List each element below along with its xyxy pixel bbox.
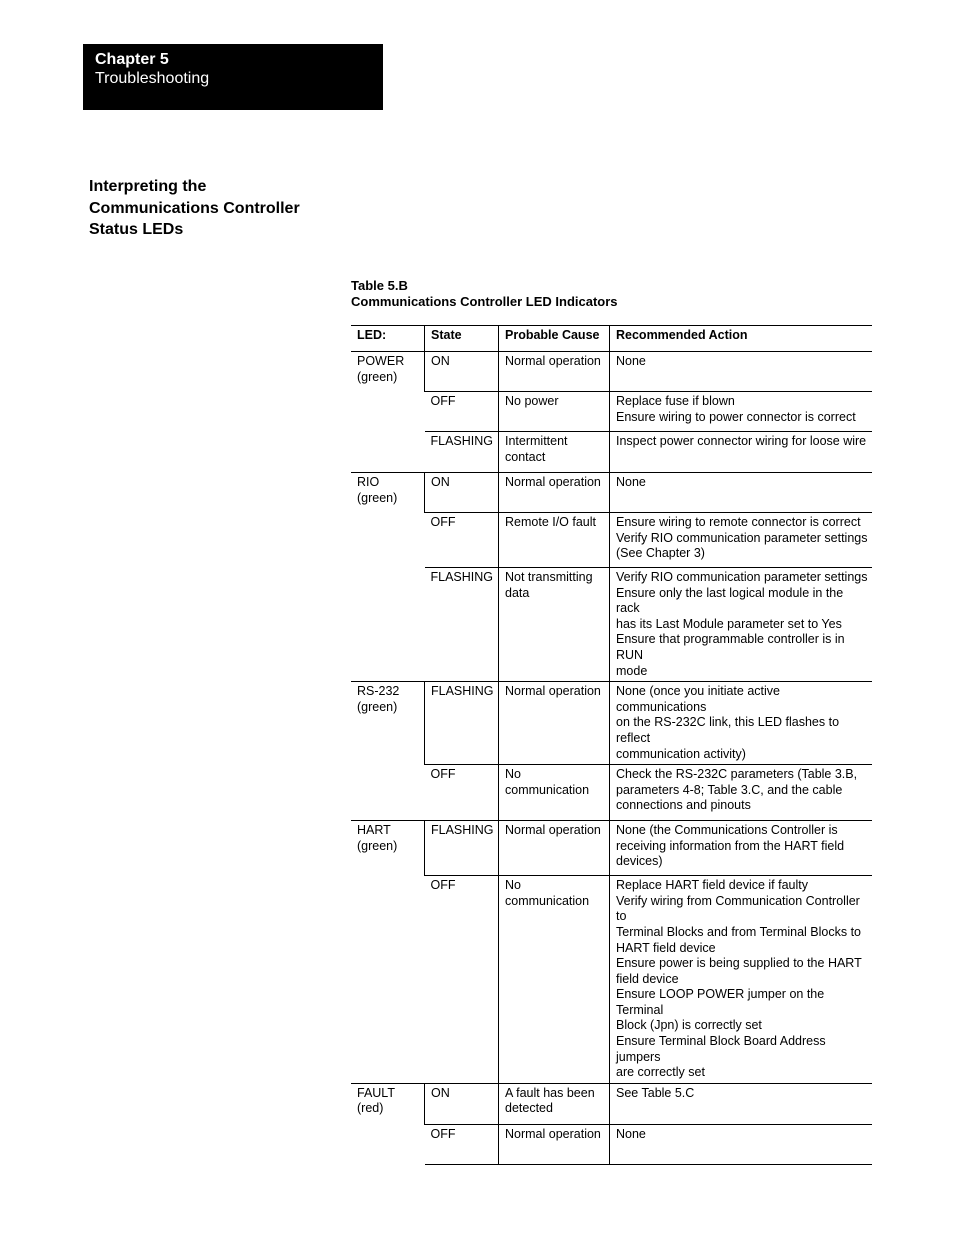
probable-cause-cell: A fault has been detected [499, 1083, 610, 1124]
recommended-action-line: connections and pinouts [616, 798, 751, 813]
state-cell: OFF [425, 876, 499, 1084]
recommended-action-line: Ensure wiring to remote connector is correct [616, 515, 861, 529]
recommended-action-line: Check the RS-232C parameters (Table 3.B, [616, 767, 858, 782]
led-name: RS-232 [357, 684, 400, 699]
recommended-action-cell [610, 876, 873, 1084]
led-indicator-table [351, 325, 872, 1165]
recommended-action-line: parameters 4-8; Table 3.C, and the cable [616, 782, 843, 797]
led-name-cell [351, 1083, 425, 1164]
led-name: (green) [357, 369, 398, 384]
recommended-action-cell [610, 568, 873, 682]
recommended-action-cell [610, 1124, 873, 1164]
recommended-action-line: (See Chapter 3) [616, 546, 705, 561]
led-name: POWER [357, 354, 405, 368]
recommended-action-line: Block (Jpn) is correctly set [616, 1018, 762, 1033]
led-name-cell [351, 682, 425, 821]
table-row [351, 1124, 872, 1164]
section-heading [89, 176, 329, 241]
section-heading-line: Status LEDs [89, 221, 184, 238]
recommended-action-line: Verify wiring from Communication Controller to [616, 893, 860, 924]
led-name: (green) [357, 838, 398, 853]
recommended-action-line: devices) [616, 854, 663, 869]
table-number: Table 5.B [351, 278, 408, 293]
section-heading-line: Communications Controller [89, 199, 300, 217]
probable-cause-cell: Normal operation [499, 352, 610, 392]
probable-cause-cell: No power [499, 392, 610, 432]
state-cell: OFF [425, 392, 499, 432]
column-header-cause: Probable Cause [499, 326, 610, 352]
state-cell: ON [425, 473, 499, 513]
led-name: RIO [357, 475, 380, 489]
recommended-action-line: None (the Communications Controller is [616, 823, 838, 838]
recommended-action-line: field device [616, 971, 679, 986]
recommended-action-line: Replace fuse if blown [616, 394, 735, 408]
recommended-action-line: Ensure LOOP POWER jumper on the Terminal [616, 987, 825, 1017]
recommended-action-line: Ensure power is being supplied to the HART [616, 956, 862, 971]
led-name: FAULT [357, 1085, 395, 1100]
table-body [351, 352, 872, 1165]
recommended-action-line: None (once you initiate active communications [616, 684, 780, 714]
recommended-action-line: Ensure that programmable controller is in RUN [616, 632, 845, 662]
recommended-action-line: See Table 5.C [616, 1085, 695, 1100]
led-name: (green) [357, 699, 398, 714]
probable-cause-cell: Intermittent contact [499, 432, 610, 473]
recommended-action-line: Verify RIO communication parameter settings [616, 570, 868, 584]
probable-cause-cell: Normal operation [499, 821, 610, 876]
led-name: HART [357, 823, 391, 838]
recommended-action-line: None [616, 354, 646, 368]
chapter-number: Chapter 5 [95, 51, 169, 68]
column-header-state: State [425, 326, 499, 352]
probable-cause-cell: No communication [499, 765, 610, 821]
recommended-action-cell [610, 473, 873, 513]
probable-cause-cell: Remote I/O fault [499, 513, 610, 568]
recommended-action-line: Ensure only the last logical module in the rack [616, 585, 844, 616]
led-name-cell [351, 473, 425, 682]
table-row [351, 568, 872, 682]
recommended-action-line: mode [616, 663, 648, 678]
table-row [351, 821, 872, 876]
led-name-cell [351, 352, 425, 473]
recommended-action-cell [610, 352, 873, 392]
table-row [351, 682, 872, 765]
table-row [351, 432, 872, 473]
column-header-action: Recommended Action [610, 326, 873, 352]
section-heading-line: Interpreting the [89, 178, 207, 195]
table-row [351, 513, 872, 568]
state-cell: FLASHING [425, 432, 499, 473]
recommended-action-cell [610, 432, 873, 473]
chapter-title: Troubleshooting [95, 70, 210, 87]
recommended-action-line: None [616, 1126, 646, 1141]
table-row [351, 352, 872, 392]
state-cell: ON [425, 1083, 499, 1124]
state-cell: OFF [425, 1124, 499, 1164]
probable-cause-cell: Normal operation [499, 1124, 610, 1164]
recommended-action-line: has its Last Module parameter set to Yes [616, 616, 842, 631]
recommended-action-line: Replace HART field device if faulty [616, 878, 808, 893]
led-name: (red) [357, 1101, 384, 1116]
state-cell: FLASHING [425, 821, 499, 876]
recommended-action-line: Terminal Blocks and from Terminal Blocks to [616, 924, 861, 939]
column-header-led: LED: [351, 326, 425, 352]
recommended-action-line: Inspect power connector wiring for loose wire [616, 434, 867, 448]
recommended-action-line: None [616, 475, 646, 489]
recommended-action-cell [610, 682, 873, 765]
recommended-action-line: Verify RIO communication parameter settings [616, 530, 868, 545]
state-cell: FLASHING [425, 682, 499, 765]
state-cell: OFF [425, 765, 499, 821]
probable-cause-cell: Normal operation [499, 473, 610, 513]
table-row [351, 1083, 872, 1124]
probable-cause-cell: Not transmitting data [499, 568, 610, 682]
state-cell: OFF [425, 513, 499, 568]
recommended-action-line: Ensure wiring to power connector is correct [616, 409, 856, 424]
recommended-action-cell [610, 821, 873, 876]
probable-cause-cell: No communication [499, 876, 610, 1084]
recommended-action-line: receiving information from the HART field [616, 838, 845, 853]
table-row [351, 473, 872, 513]
table-title: Communications Controller LED Indicators [351, 294, 618, 309]
recommended-action-cell [610, 1083, 873, 1124]
recommended-action-cell [610, 392, 873, 432]
chapter-header [83, 44, 383, 110]
state-cell: ON [425, 352, 499, 392]
recommended-action-line: communication activity) [616, 746, 746, 761]
table-row [351, 765, 872, 821]
recommended-action-line: Ensure Terminal Block Board Address jumpers [616, 1034, 826, 1064]
table-header-row [351, 326, 872, 352]
recommended-action-line: are correctly set [616, 1065, 705, 1080]
recommended-action-line: on the RS-232C link, this LED flashes to reflect [616, 715, 840, 745]
table-row [351, 876, 872, 1084]
recommended-action-cell [610, 765, 873, 821]
probable-cause-cell: Normal operation [499, 682, 610, 765]
state-cell: FLASHING [425, 568, 499, 682]
led-name: (green) [357, 490, 398, 505]
recommended-action-line: HART field device [616, 940, 716, 955]
table-caption [351, 278, 618, 310]
recommended-action-cell [610, 513, 873, 568]
led-name-cell [351, 821, 425, 1084]
table-row [351, 392, 872, 432]
